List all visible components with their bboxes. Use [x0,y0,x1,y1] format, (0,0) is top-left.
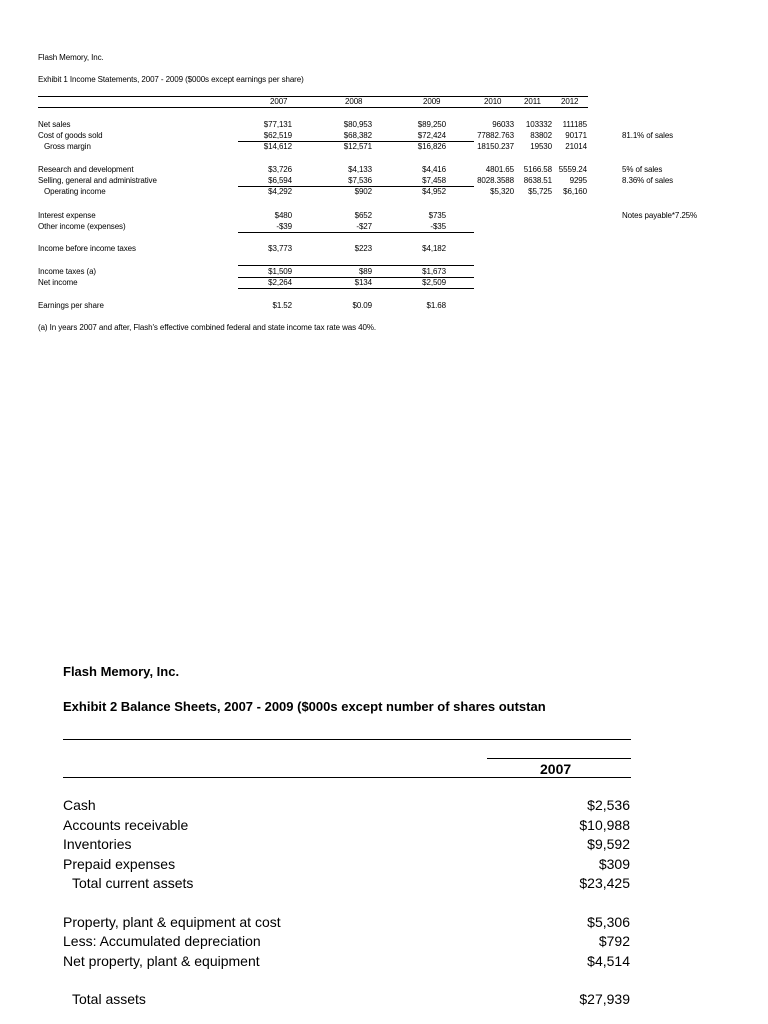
ex1-year-2007: 2007 [270,97,288,106]
ex2-cell: $23,425 [579,875,630,891]
ex1-cell: -$39 [276,222,292,231]
ex1-cell: $7,458 [422,176,446,185]
ex1-header-rule [38,107,588,108]
ex1-cell: $6,594 [268,176,292,185]
ex1-label: Interest expense [38,211,96,220]
ex1-cell: $12,571 [343,142,372,151]
ex1-cell: $4,416 [422,165,446,174]
ex1-label: Cost of goods sold [38,131,103,140]
ex1-proj-cell: 90171 [565,131,587,140]
ex1-proj-cell: 9295 [569,176,587,185]
ex1-cell: $480 [274,211,292,220]
ex1-subtotal-rule [238,288,474,289]
ex2-top-rule [63,739,631,740]
ex2-cell: $2,536 [587,797,630,813]
ex1-proj-cell: 8028.3588 [477,176,514,185]
ex1-proj-cell: 19530 [530,142,552,151]
ex1-cell: $2,264 [268,278,292,287]
ex1-cell: $68,382 [343,131,372,140]
ex1-cell: $4,133 [348,165,372,174]
ex1-proj-cell: 8638.51 [523,176,552,185]
ex1-label: Income before income taxes [38,244,136,253]
ex1-subtotal-rule [238,232,474,233]
ex2-label: Accounts receivable [63,817,189,833]
ex2-year-rule [487,758,631,759]
ex1-proj-cell: 111185 [562,120,587,129]
ex2-cell: $9,592 [587,836,630,852]
ex1-label: Research and development [38,165,134,174]
ex1-proj-cell: 4801.65 [485,165,514,174]
ex1-cell: $89,250 [417,120,446,129]
ex2-label: Property, plant & equipment at cost [63,914,281,930]
ex2-cell: $27,939 [579,991,630,1007]
ex2-label: Prepaid expenses [63,856,176,872]
ex2-year-2007: 2007 [540,761,572,777]
ex1-subtotal-rule [238,186,474,187]
ex2-cell: $309 [598,856,630,872]
ex1-proj-cell: 83802 [530,131,552,140]
ex1-cell: $3,773 [268,244,292,253]
ex1-footnote: (a) In years 2007 and after, Flash's effective combined federal and state income tax rate was 40%. [38,323,376,332]
ex1-cell: $7,536 [348,176,372,185]
ex1-cell: $4,952 [422,187,446,196]
ex1-proj-cell: $5,725 [528,187,552,196]
ex1-cell: $89 [358,267,372,276]
ex1-note: Notes payable*7.25% [622,211,698,220]
ex2-label: Net property, plant & equipment [63,953,260,969]
ex1-proj-cell: 5166.58 [523,165,552,174]
ex1-proj-cell: 21014 [565,142,587,151]
ex1-cell: $72,424 [417,131,446,140]
ex1-label: Net income [38,278,78,287]
ex1-note: 5% of sales [622,165,663,174]
ex1-label: Other income (expenses) [38,222,126,231]
ex1-cell: $735 [428,211,446,220]
ex1-cell: $134 [354,278,372,287]
ex1-cell: $902 [354,187,372,196]
ex2-label: Inventories [63,836,132,852]
ex1-year-2008: 2008 [345,97,363,106]
ex1-proj-cell: $6,160 [563,187,587,196]
ex1-cell: $16,826 [417,142,446,151]
ex1-cell: $1.52 [272,301,292,310]
ex1-label: Earnings per share [38,301,104,310]
ex2-header-rule [63,777,631,778]
ex2-cell: $10,988 [579,817,630,833]
ex1-label: Net sales [38,120,71,129]
ex1-cell: $4,182 [422,244,446,253]
ex1-cell: $223 [354,244,372,253]
ex2-title: Exhibit 2 Balance Sheets, 2007 - 2009 ($000s except number of shares outstan [63,699,546,714]
ex1-label: Operating income [44,187,106,196]
ex1-label: Selling, general and administrative [38,176,157,185]
ex2-label: Cash [63,797,96,813]
ex1-top-rule [38,96,588,97]
ex1-label: Gross margin [44,142,91,151]
ex1-cell: $0.09 [352,301,372,310]
ex1-cell: $62,519 [263,131,292,140]
ex2-cell: $5,306 [587,914,630,930]
ex1-cell: $80,953 [343,120,372,129]
ex1-subtotal-rule [238,277,474,278]
ex1-proj-cell: 77882.763 [477,131,514,140]
ex1-year-2011: 2011 [524,97,541,106]
ex1-proj-cell: 18150.237 [477,142,514,151]
ex1-proj-cell: 96033 [492,120,514,129]
ex2-cell: $792 [598,933,630,949]
ex1-cell: $3,726 [268,165,292,174]
ex1-year-2009: 2009 [423,97,441,106]
ex1-note: 8.36% of sales [622,176,674,185]
ex1-cell: $14,612 [263,142,292,151]
ex2-cell: $4,514 [587,953,630,969]
ex1-cell: -$35 [430,222,446,231]
ex1-cell: $1.68 [426,301,446,310]
ex1-cell: $1,509 [268,267,292,276]
ex1-note: 81.1% of sales [622,131,674,140]
ex1-cell: $1,673 [422,267,446,276]
ex1-proj-cell: $5,320 [490,187,514,196]
ex1-year-2010: 2010 [484,97,502,106]
ex1-subtotal-rule [238,265,474,266]
ex1-cell: $2,509 [422,278,446,287]
ex2-label: Total current assets [72,875,194,891]
ex1-proj-cell: 5559.24 [558,165,587,174]
ex1-subtotal-rule [238,141,474,142]
ex1-title: Exhibit 1 Income Statements, 2007 - 2009 ($000s except earnings per share) [38,75,304,84]
ex2-label: Less: Accumulated depreciation [63,933,261,949]
ex1-cell: $4,292 [268,187,292,196]
ex1-label: Income taxes (a) [38,267,96,276]
ex2-company: Flash Memory, Inc. [63,664,180,679]
ex1-cell: $652 [354,211,372,220]
ex1-cell: $77,131 [263,120,292,129]
ex1-year-2012: 2012 [561,97,579,106]
ex1-cell: -$27 [356,222,372,231]
ex1-proj-cell: 103332 [525,120,552,129]
ex1-company: Flash Memory, Inc. [38,53,104,62]
ex2-label: Total assets [72,991,146,1007]
